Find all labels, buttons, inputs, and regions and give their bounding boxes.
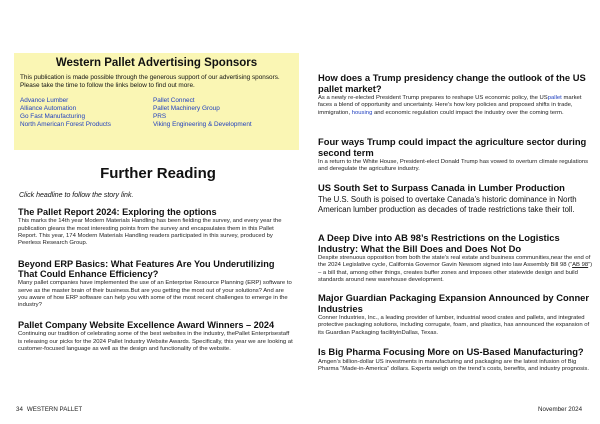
article-summary: Many pallet companies have implemented the use of an Enterprise Resource Planning (ERP) software to serve as the master brain of their business.But are you getting the most out of your solutions? And are you aware of how ERP software can help you with some of the most recent challenges to emerge in the industry?: [18, 280, 292, 309]
sponsor-link-pallet-machinery-group[interactable]: Pallet Machinery Group: [153, 104, 220, 112]
housing-link[interactable]: housing: [351, 109, 373, 116]
article-pallet-report: [18, 207, 293, 247]
sponsor-links-left: [20, 97, 153, 130]
article-ab98: [318, 233, 593, 284]
article-headline[interactable]: Four ways Trump could impact the agriculture sector during second term: [318, 136, 587, 158]
sponsor-link-alliance-automation[interactable]: Alliance Automation: [20, 104, 77, 112]
article-headline[interactable]: How does a Trump presidency change the outlook of the US pallet market?: [318, 72, 586, 94]
article-summary: The U.S. South is poised to overtake Canada’s historic dominance in North American lumber production as decades of trade restrictions take their toll.: [318, 194, 577, 214]
sponsor-link-north-american-forest-products[interactable]: North American Forest Products: [20, 121, 111, 129]
sponsors-intro: This publication is made possible through the generous support of our advertising sponsors. Please take the time to follow the links below to find out more.: [20, 74, 280, 90]
article-trump-agriculture: [318, 137, 593, 174]
sponsor-links: [20, 97, 293, 130]
sponsor-link-go-fast-manufacturing[interactable]: Go Fast Manufacturing: [20, 113, 86, 120]
article-headline[interactable]: US South Set to Surpass Canada in Lumber Production: [318, 182, 565, 193]
article-summary: In a return to the White House, President-elect Donald Trump has vowed to overturn climate regulations and deregulate the agriculture industry.: [318, 159, 589, 173]
article-us-south-lumber: [318, 183, 593, 215]
summary-text: Despite strenuous opposition from both the state’s real estate and business communities,near the end of the 2024 Legislative cycle, California Governor Gavin Newsom signed into law Assembly Bill 98 (“: [318, 255, 591, 269]
article-summary: Continuing our tradition of celebrating some of the best websites in the industry, thePallet Enterprisestaff is releasing our picks for the 2024 Pallet Industry Website Awards. Specifically, this year we are looking at customer-focused language as well as the design and functionality of the website.: [18, 331, 293, 352]
sponsor-link-viking-engineering[interactable]: Viking Engineering & Development: [153, 121, 252, 129]
article-beyond-erp: [18, 259, 293, 310]
ab98-link[interactable]: AB 98: [572, 262, 589, 269]
article-headline[interactable]: Major Guardian Packaging Expansion Announced by Conner Industries: [318, 292, 590, 314]
article-headline[interactable]: Beyond ERP Basics: What Features Are You Underutilizing That Could Enhance Efficiency?: [18, 259, 275, 280]
article-summary: [318, 255, 593, 284]
summary-text: market faces a blend of opportunity and uncertainty. Here’s how key policies and proposed shifts in trade, immigration,: [318, 95, 582, 116]
page-number: 34: [16, 406, 23, 413]
article-headline[interactable]: Is Big Pharma Focusing More on US-Based Manufacturing?: [318, 346, 584, 357]
article-summary: Amgen’s billion-dollar US investments in manufacturing and packaging are the latest infusion of Big Pharma “Made-in-America” dollars. Experts weigh on the trend’s costs, benefits, and industry prognosis.: [318, 358, 589, 372]
publication-name: WESTERN PALLET: [26, 406, 83, 413]
summary-text: ”) – a bill that, among other things, creates buffer zones and imposes other statewide design and build standards around new warehouse development.: [318, 262, 593, 283]
article-guardian-packaging: [318, 293, 593, 337]
sponsor-links-right: [153, 97, 252, 130]
sponsors-box: [14, 53, 299, 150]
summary-text: and economic regulation could impact the industry over the coming term.: [372, 109, 564, 116]
further-reading-heading: Further Reading: [100, 165, 216, 182]
article-website-awards: [18, 320, 293, 353]
issue-date: November 2024: [538, 406, 583, 413]
article-headline[interactable]: A Deep Dive into AB 98’s Restrictions on the Logistics Industry: What the Bill Does and Does Not Do: [318, 232, 560, 254]
article-big-pharma: [318, 347, 593, 373]
article-summary: This marks the 14th year Modern Materials Handling has been fielding the survey, and every year the publication gleans the most interesting points from the survey and encapsulates them in this Pallet Report. This year, 174 Modern Materials Handling readers participated in this survey, produced by Peerless Research Group.: [18, 218, 282, 247]
article-trump-pallet-market: [318, 73, 593, 117]
article-summary: Conner Industries, Inc., a leading provider of lumber, industrial wood crates and pallets, and integrated protective packaging solutions, including corrugate, foam, and plastics, has announced the expansion of its Guardian Packaging facilityinDallas, Texas.: [318, 315, 590, 336]
article-headline[interactable]: The Pallet Report 2024: Exploring the options: [18, 207, 217, 217]
sponsor-link-advance-lumber[interactable]: Advance Lumber: [20, 96, 69, 104]
sponsor-link-pallet-connect[interactable]: Pallet Connect: [153, 96, 195, 104]
sponsor-link-prs[interactable]: PRS: [153, 113, 167, 120]
summary-text: As a newly re-elected President Trump prepares to reshape US economic policy, the US: [318, 95, 548, 102]
sponsors-title: Western Pallet Advertising Sponsors: [55, 57, 258, 69]
pallet-link[interactable]: pallet: [547, 95, 562, 102]
footer-left: [16, 406, 82, 413]
click-headline-note: Click headline to follow the story link.: [19, 192, 134, 199]
article-headline[interactable]: Pallet Company Website Excellence Award Winners – 2024: [18, 320, 275, 330]
article-summary: [318, 95, 593, 117]
